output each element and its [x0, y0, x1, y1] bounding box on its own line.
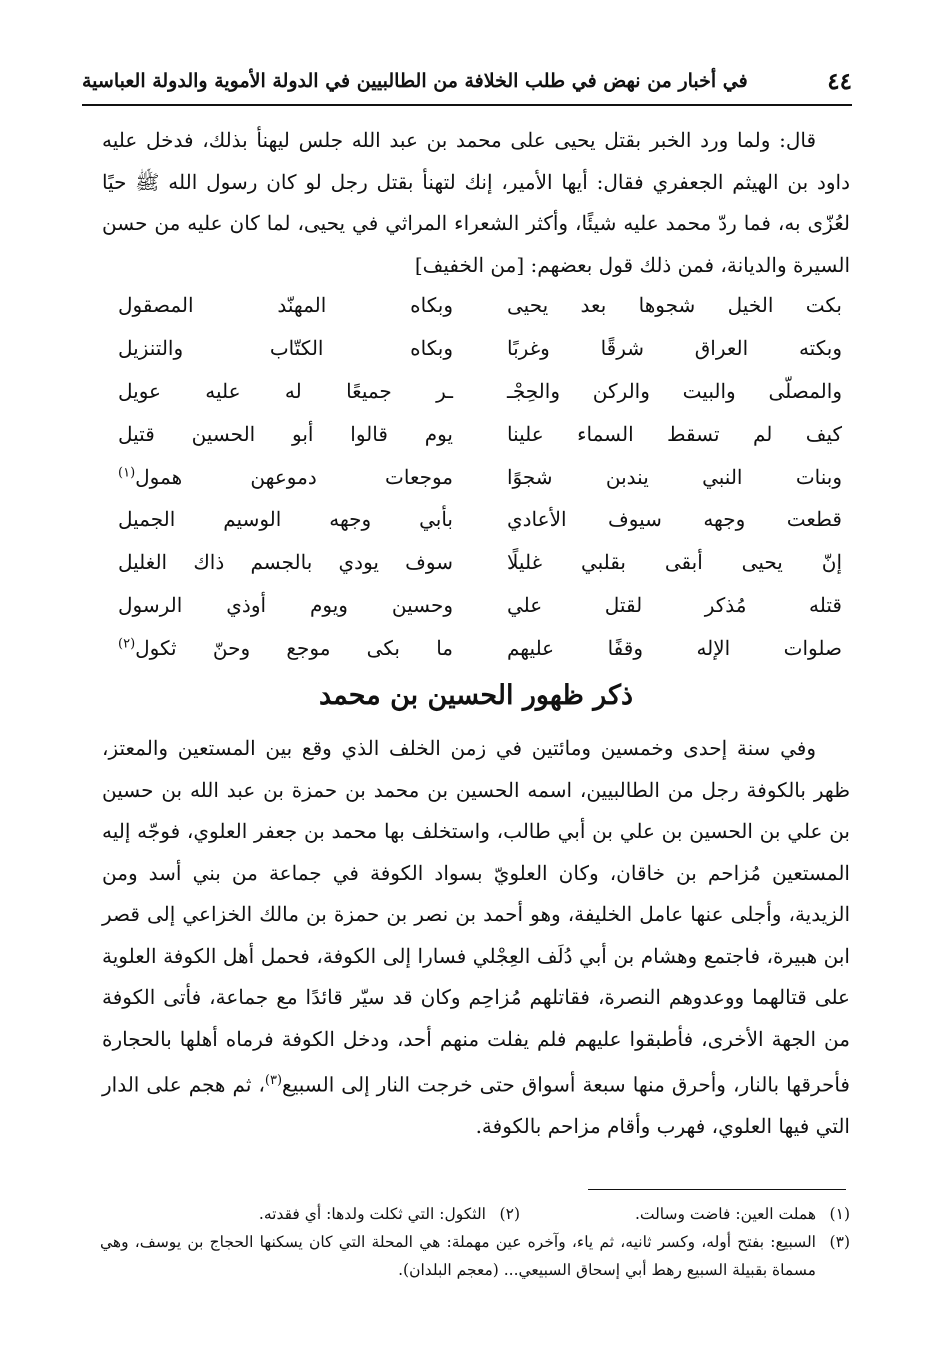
- poem-verse: [118, 584, 842, 627]
- footnotes: [100, 1200, 850, 1284]
- elegy-poem: [118, 284, 842, 669]
- poem-verse: [118, 284, 842, 327]
- footnote-text: السبيع: بفتح أوله، وكسر ثانيه، ثم ياء، وآخره عين مهملة: هي المحلة التي كان يسكنها الحجاج بن يوسف، وهي مسماة بقبيلة السبيع رهط أبي إسحاق السبيعي... (معجم البلدان).: [100, 1233, 816, 1279]
- verse-first-hemistich: وبكته العراق شرقًا وغربًا: [507, 336, 842, 361]
- page-header: [82, 58, 852, 106]
- verse-first-hemistich: كيف لم تسقط السماء علينا: [507, 421, 842, 446]
- verse-second-text: وحسين ويوم أوذي الرسول: [118, 592, 453, 617]
- verse-first-hemistich: والمصلّى والبيت والركن والحِجْـ: [507, 378, 842, 403]
- footnote-number: (٣): [829, 1233, 850, 1251]
- section-heading: ذكر ظهور الحسين بن محمد: [319, 680, 633, 711]
- verse-second-hemistich: [118, 550, 453, 574]
- intro-text: قال: ولما ورد الخبر بقتل يحيى على محمد بن عبد الله جلس ليهنأ بذلك، فدخل عليه داود بن الهيثم الجعفري فقال: أيها الأمير، إنك لتهنأ بقتل رجل لو كان رسول الله ﷺ حيًا لعُزّى به، فما ردّ محمد عليه شيئًا، وأكثر الشعراء المراثي في يحيى، لما كان عليه من حسن السيرة والديانة، فمن ذلك قول بعضهم: [من الخفيف]: [102, 128, 850, 277]
- verse-first-hemistich: وبنات النبي يندبن شجوًا: [507, 464, 842, 489]
- verse-first-hemistich: إنّ يحيى أبقى بقلبي غليلًا: [507, 550, 842, 575]
- verse-second-hemistich: [118, 422, 453, 446]
- verse-second-hemistich: [118, 507, 453, 531]
- verse-first-hemistich: قطعت وجهه سيوف الأعادي: [507, 507, 842, 532]
- footnote-divider: [588, 1189, 846, 1190]
- section-body-before: وفي سنة إحدى وخمسين ومائتين في زمن الخلف الذي وقع بين المستعين والمعتز، ظهر بالكوفة رجل من الطالبيين، اسمه الحسين بن محمد بن حمزة بن عبد الله بن حسين بن علي بن الحسين بن علي بن أبي طالب، واستخلف بها محمد بن جعفر العلوي، فوجّه إليه المستعين مُزاحم بن خاقان، وكان العلويّ بسواد الكوفة في جماعة من بني أسد ومن الزيدية، وأجلى عنها عامل الخليفة، وهو أحمد بن نصر بن حمزة بن مالك الخزاعي إلى قصر ابن هبيرة، فاجتمع وهشام بن أبي دُلَف العِجْلي فسارا إلى الكوفة، فحمل أهل الكوفة العلوية على قتالهما ووعدوهم النصرة، فقاتلهم مُزاحِم وكان قد سيّر قائدًا مع جماعة، فأتى الكوفة من الجهة الأخرى، فأطبقوا عليهم فلم يفلت منهم أحد، ودخل الكوفة فرماه أهلها بالحجارة فأحرقها بالنار، وأحرق منها سبعة أسواق حتى خرجت النار إلى السبيع: [102, 736, 850, 1097]
- section-body-after: ، ثم هجم على الدار التي فيها العلوي، فهرب وأقام مزاحم بالكوفة.: [102, 1072, 850, 1139]
- footnote-row: [100, 1200, 850, 1228]
- verse-second-text: سوف يودي بالجسم ذاك الغليل: [118, 550, 453, 575]
- poem-verse: [118, 541, 842, 584]
- footnote-marker[interactable]: (٢): [118, 636, 136, 652]
- verse-second-hemistich: [118, 293, 453, 317]
- poem-verse: [118, 370, 842, 413]
- verse-second-hemistich: [118, 379, 453, 403]
- verse-second-text: يوم قالوا أبو الحسين قتيل: [118, 421, 453, 446]
- footnote-text: هملت العين: فاضت وسالت.: [634, 1205, 816, 1223]
- poem-verse: [118, 455, 842, 498]
- poem-verse: [118, 498, 842, 541]
- intro-paragraph: [102, 120, 850, 286]
- section-text: [102, 728, 850, 1148]
- page-number: ٤٤: [827, 67, 852, 95]
- section-paragraph: [102, 728, 850, 1148]
- footnote-marker[interactable]: (٣): [264, 1073, 283, 1088]
- footnote-marker[interactable]: (١): [118, 464, 136, 480]
- poem-verse: [118, 412, 842, 455]
- verse-second-text: ما بكى موجع وحنّ ثكول: [135, 635, 453, 660]
- verse-second-hemistich: [118, 336, 453, 360]
- verse-first-hemistich: قتله مُذكر لقتل علي: [507, 592, 842, 617]
- poem-verse: [118, 327, 842, 370]
- verse-first-hemistich: صلوات الإله وقفًا عليهم: [507, 635, 842, 660]
- verse-second-text: وبكاه المهنّد المصقول: [118, 293, 453, 318]
- poem-verse: [118, 626, 842, 669]
- verse-second-hemistich: [118, 636, 453, 660]
- verse-second-hemistich: [118, 465, 453, 489]
- footnote-text: الثكول: التي ثكلت ولدها: أي فقدته.: [258, 1205, 486, 1223]
- verse-second-text: بأبي وجهه الوسيم الجميل: [118, 507, 453, 532]
- verse-second-text: وبكاه الكتّاب والتنزيل: [118, 336, 453, 361]
- footnote-number: (١): [829, 1205, 850, 1223]
- footnote-number: (٢): [499, 1205, 520, 1223]
- footnote-item: [190, 1200, 520, 1228]
- running-title: في أخبار من نهض في طلب الخلافة من الطالبيين في الدولة الأموية والدولة العباسية: [82, 70, 748, 92]
- verse-second-text: موجعات دموعهن همول: [135, 464, 453, 489]
- verse-first-hemistich: بكت الخيل شجوها بعد يحيى: [507, 293, 842, 318]
- verse-second-hemistich: [118, 593, 453, 617]
- footnote-item: [520, 1200, 850, 1228]
- footnote-item: [100, 1228, 850, 1284]
- verse-second-text: ـر جميعًا له عليه عويل: [118, 378, 453, 403]
